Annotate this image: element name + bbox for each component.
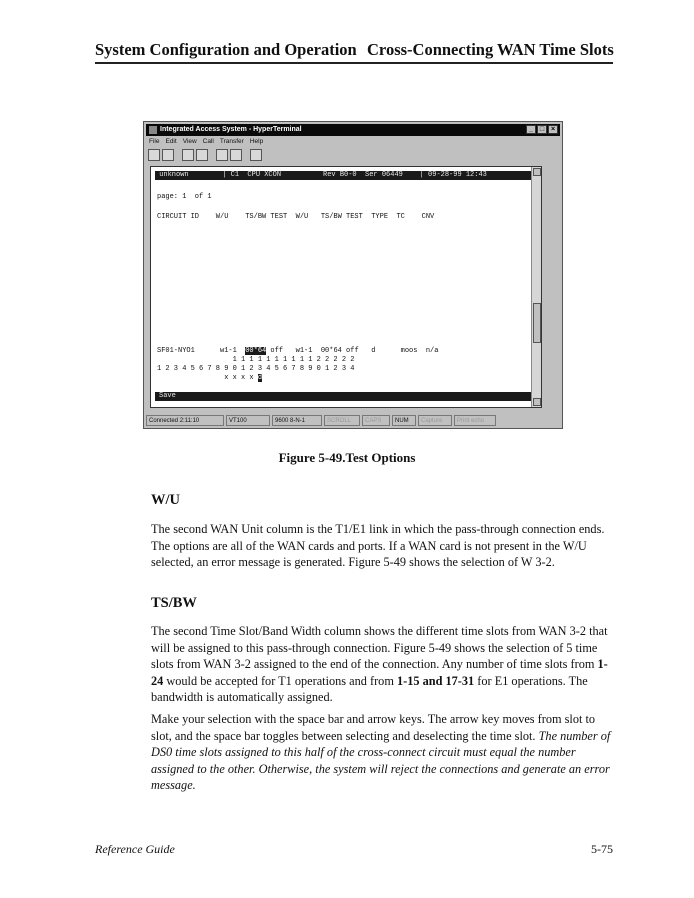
paragraph-tsbw (151, 623, 613, 706)
status-port-settings: 9600 8-N-1 (272, 415, 322, 426)
open-icon[interactable] (162, 149, 174, 161)
app-icon (149, 126, 157, 134)
menu-help[interactable]: Help (249, 138, 264, 145)
status-capture: Capture (418, 415, 452, 426)
row-prefix: SF01-NYO1 w1-1 (157, 347, 246, 355)
header-section-title: Cross-Connecting WAN Time Slots (367, 40, 614, 59)
selection-note: The number of DS0 time slots assigned to this half of the cross-connect circuit must equal the number assigned to the other. Otherwise, the system will reject the connections and generate an error message. (151, 728, 611, 793)
window-statusbar (146, 415, 560, 426)
hyperterminal-screenshot (143, 121, 563, 429)
scroll-up-arrow[interactable] (533, 168, 541, 176)
paragraph-selection (151, 711, 613, 794)
terminal-status-line: unknown | C1 CPU XCON Rev B0-0 Ser 06449 | 09-28-99 12:43 (155, 171, 536, 180)
terminal-column-headers: CIRCUIT ID W/U TS/BW TEST W/U TS/BW TEST TYPE TC CNV (157, 213, 435, 221)
menu-edit[interactable]: Edit (165, 138, 177, 145)
disconnect-icon[interactable] (196, 149, 208, 161)
menu-file[interactable]: File (149, 138, 160, 145)
header-chapter-title: System Configuration and Operation (95, 40, 357, 59)
close-button[interactable]: × (548, 125, 558, 134)
tsbw-text-c: for E1 operations. The bandwidth is automatically assigned. (151, 673, 588, 705)
terminal-screen[interactable] (150, 166, 542, 408)
terminal-slot-tens: 1 1 1 1 1 1 1 1 1 1 2 2 2 2 2 (157, 356, 355, 364)
status-caps: CAPS (362, 415, 390, 426)
figure-caption: Figure 5-49.Test Options (278, 450, 416, 465)
status-scroll: SCROLL (324, 415, 360, 426)
terminal-slot-units: 1 2 3 4 5 6 7 8 9 0 1 2 3 4 5 6 7 8 9 0 1 2 3 4 (157, 365, 355, 373)
menu-call[interactable]: Call (202, 138, 214, 145)
terminal-save-bar[interactable]: Save (155, 392, 536, 401)
status-emulation: VT100 (226, 415, 270, 426)
terminal-circuit-row (157, 347, 438, 356)
tsbw-bold-b: 1-15 and 17-31 (396, 673, 475, 688)
scroll-thumb[interactable] (533, 303, 541, 343)
status-num: NUM (392, 415, 416, 426)
terminal-page-line: page: 1 of 1 (157, 193, 212, 201)
menu-view[interactable]: View (182, 138, 197, 145)
minimize-button[interactable]: _ (526, 125, 536, 134)
phone-icon[interactable] (182, 149, 194, 161)
terminal-slot-marks (157, 374, 262, 383)
tsbw-bold-a: 1-24 (151, 657, 608, 688)
selection-text: Make your selection with the space bar and arrow keys. The arrow key moves from slot to slot, and the space bar toggles between selecting and deselecting the time slot. (151, 712, 596, 743)
slot-cursor[interactable]: d (257, 374, 263, 382)
paragraph-wu: The second WAN Unit column is the T1/E1 link in which the pass-through connection ends. The options are all of the WAN cards and ports. If a WAN card is not present in the W/U selected, an error message is generated. Figure 5-49 shows the selection of W 3-2. (151, 522, 605, 570)
scroll-down-arrow[interactable] (533, 398, 541, 406)
row-highlight-field[interactable]: 00*64 (245, 347, 267, 355)
vertical-scrollbar[interactable] (531, 167, 542, 407)
footer-page-number: 5-75 (591, 842, 613, 856)
receive-icon[interactable] (230, 149, 242, 161)
section-heading-wu: W/U (151, 492, 180, 508)
section-heading-tsbw: TS/BW (151, 595, 197, 611)
tsbw-text-b: would be accepted for T1 operations and from (163, 673, 397, 688)
slot-marks: x x x x (157, 374, 258, 382)
properties-icon[interactable] (250, 149, 262, 161)
send-icon[interactable] (216, 149, 228, 161)
header-rule (95, 62, 613, 64)
status-print-echo: Print echo (454, 415, 496, 426)
window-titlebar (146, 124, 560, 136)
menu-transfer[interactable]: Transfer (219, 138, 244, 145)
tsbw-text-a: The second Time Slot/Band Width column shows the different time slots from WAN 3-2 that will be assigned to this pass-through connection. Figure 5-49 shows the selection of 5 time slots from WAN 3-2 assigned to the end of the connection. Any number of time slots from (151, 624, 608, 672)
status-connected: Connected 2:11:10 (146, 415, 224, 426)
menu-bar (146, 137, 263, 147)
new-icon[interactable] (148, 149, 160, 161)
window-title: Integrated Access System - HyperTerminal (160, 126, 302, 133)
maximize-button[interactable]: □ (537, 125, 547, 134)
footer-guide-title: Reference Guide (95, 842, 175, 856)
row-suffix: off w1-1 00*64 off d moos n/a (266, 347, 439, 355)
toolbar (148, 149, 262, 163)
